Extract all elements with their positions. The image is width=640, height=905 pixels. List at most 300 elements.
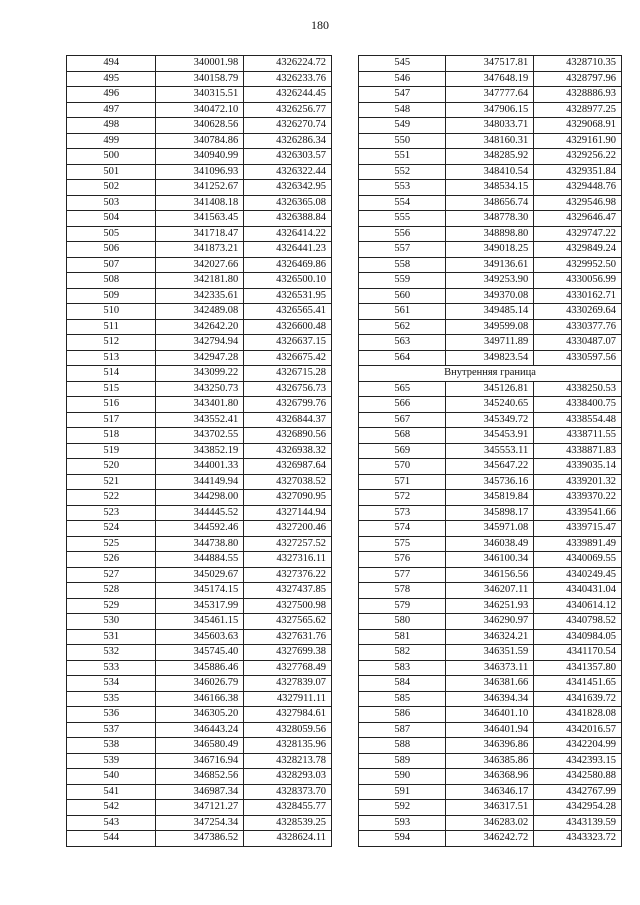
page-number: 180 bbox=[311, 18, 329, 32]
point-number: 589 bbox=[359, 753, 446, 769]
y-coordinate: 4338554.48 bbox=[534, 412, 622, 428]
x-coordinate: 341408.18 bbox=[156, 195, 244, 211]
table-row bbox=[359, 598, 622, 614]
point-number: 514 bbox=[67, 366, 156, 382]
point-number: 533 bbox=[67, 660, 156, 676]
point-number: 531 bbox=[67, 629, 156, 645]
y-coordinate: 4326938.32 bbox=[244, 443, 332, 459]
table-row bbox=[359, 707, 622, 723]
y-coordinate: 4328624.11 bbox=[244, 831, 332, 847]
point-number: 500 bbox=[67, 149, 156, 165]
table-row bbox=[359, 304, 622, 320]
table-row bbox=[67, 257, 332, 273]
y-coordinate: 4326286.34 bbox=[244, 133, 332, 149]
x-coordinate: 345647.22 bbox=[446, 459, 534, 475]
point-number: 535 bbox=[67, 691, 156, 707]
x-coordinate: 346251.93 bbox=[446, 598, 534, 614]
table-row bbox=[67, 273, 332, 289]
table-row bbox=[67, 443, 332, 459]
x-coordinate: 345240.65 bbox=[446, 397, 534, 413]
x-coordinate: 347121.27 bbox=[156, 800, 244, 816]
y-coordinate: 4340614.12 bbox=[534, 598, 622, 614]
x-coordinate: 341563.45 bbox=[156, 211, 244, 227]
table-row bbox=[359, 769, 622, 785]
point-number: 592 bbox=[359, 800, 446, 816]
x-coordinate: 342335.61 bbox=[156, 288, 244, 304]
y-coordinate: 4328539.25 bbox=[244, 815, 332, 831]
y-coordinate: 4326256.77 bbox=[244, 102, 332, 118]
x-coordinate: 349370.08 bbox=[446, 288, 534, 304]
y-coordinate: 4329952.50 bbox=[534, 257, 622, 273]
y-coordinate: 4326756.73 bbox=[244, 381, 332, 397]
point-number: 505 bbox=[67, 226, 156, 242]
table-row bbox=[359, 335, 622, 351]
y-coordinate: 4326637.15 bbox=[244, 335, 332, 351]
y-coordinate: 4329448.76 bbox=[534, 180, 622, 196]
table-row bbox=[67, 412, 332, 428]
x-coordinate: 348534.15 bbox=[446, 180, 534, 196]
x-coordinate: 344738.80 bbox=[156, 536, 244, 552]
table-row bbox=[359, 350, 622, 366]
point-number: 542 bbox=[67, 800, 156, 816]
y-coordinate: 4340431.04 bbox=[534, 583, 622, 599]
table-row bbox=[67, 614, 332, 630]
y-coordinate: 4326600.48 bbox=[244, 319, 332, 335]
y-coordinate: 4326224.72 bbox=[244, 56, 332, 72]
x-coordinate: 347254.34 bbox=[156, 815, 244, 831]
table-row bbox=[359, 102, 622, 118]
point-number: 508 bbox=[67, 273, 156, 289]
point-number: 578 bbox=[359, 583, 446, 599]
section-row bbox=[359, 366, 622, 382]
table-row bbox=[359, 676, 622, 692]
point-number: 506 bbox=[67, 242, 156, 258]
y-coordinate: 4339035.14 bbox=[534, 459, 622, 475]
x-coordinate: 349018.25 bbox=[446, 242, 534, 258]
point-number: 527 bbox=[67, 567, 156, 583]
x-coordinate: 344884.55 bbox=[156, 552, 244, 568]
point-number: 526 bbox=[67, 552, 156, 568]
y-coordinate: 4326715.28 bbox=[244, 366, 332, 382]
table-row bbox=[67, 304, 332, 320]
x-coordinate: 346987.34 bbox=[156, 784, 244, 800]
point-number: 532 bbox=[67, 645, 156, 661]
y-coordinate: 4327565.62 bbox=[244, 614, 332, 630]
y-coordinate: 4326469.86 bbox=[244, 257, 332, 273]
point-number: 567 bbox=[359, 412, 446, 428]
y-coordinate: 4327257.52 bbox=[244, 536, 332, 552]
table-row bbox=[359, 257, 622, 273]
point-number: 565 bbox=[359, 381, 446, 397]
table-row bbox=[359, 784, 622, 800]
table-row bbox=[67, 366, 332, 382]
x-coordinate: 346290.97 bbox=[446, 614, 534, 630]
point-number: 515 bbox=[67, 381, 156, 397]
x-coordinate: 346580.49 bbox=[156, 738, 244, 754]
point-number: 538 bbox=[67, 738, 156, 754]
table-row bbox=[359, 288, 622, 304]
x-coordinate: 344445.52 bbox=[156, 505, 244, 521]
x-coordinate: 345736.16 bbox=[446, 474, 534, 490]
x-coordinate: 348160.31 bbox=[446, 133, 534, 149]
point-number: 550 bbox=[359, 133, 446, 149]
x-coordinate: 345174.15 bbox=[156, 583, 244, 599]
x-coordinate: 346324.21 bbox=[446, 629, 534, 645]
point-number: 496 bbox=[67, 87, 156, 103]
table-row bbox=[67, 707, 332, 723]
y-coordinate: 4330377.76 bbox=[534, 319, 622, 335]
point-number: 594 bbox=[359, 831, 446, 847]
point-number: 593 bbox=[359, 815, 446, 831]
y-coordinate: 4339891.49 bbox=[534, 536, 622, 552]
table-row bbox=[67, 645, 332, 661]
point-number: 510 bbox=[67, 304, 156, 320]
point-number: 553 bbox=[359, 180, 446, 196]
y-coordinate: 4340069.55 bbox=[534, 552, 622, 568]
point-number: 525 bbox=[67, 536, 156, 552]
x-coordinate: 344298.00 bbox=[156, 490, 244, 506]
y-coordinate: 4328977.25 bbox=[534, 102, 622, 118]
point-number: 521 bbox=[67, 474, 156, 490]
table-row bbox=[67, 474, 332, 490]
x-coordinate: 348656.74 bbox=[446, 195, 534, 211]
point-number: 518 bbox=[67, 428, 156, 444]
table-row bbox=[67, 505, 332, 521]
point-number: 509 bbox=[67, 288, 156, 304]
table-row bbox=[359, 195, 622, 211]
x-coordinate: 345126.81 bbox=[446, 381, 534, 397]
y-coordinate: 4342767.99 bbox=[534, 784, 622, 800]
point-number: 504 bbox=[67, 211, 156, 227]
table-row bbox=[359, 133, 622, 149]
point-number: 539 bbox=[67, 753, 156, 769]
y-coordinate: 4330162.71 bbox=[534, 288, 622, 304]
table-row bbox=[67, 629, 332, 645]
y-coordinate: 4341828.08 bbox=[534, 707, 622, 723]
table-row bbox=[67, 769, 332, 785]
table-row bbox=[67, 226, 332, 242]
point-number: 590 bbox=[359, 769, 446, 785]
x-coordinate: 343552.41 bbox=[156, 412, 244, 428]
y-coordinate: 4341357.80 bbox=[534, 660, 622, 676]
x-coordinate: 347386.52 bbox=[156, 831, 244, 847]
point-number: 503 bbox=[67, 195, 156, 211]
table-row bbox=[67, 102, 332, 118]
point-number: 577 bbox=[359, 567, 446, 583]
y-coordinate: 4326675.42 bbox=[244, 350, 332, 366]
x-coordinate: 342489.08 bbox=[156, 304, 244, 320]
point-number: 499 bbox=[67, 133, 156, 149]
y-coordinate: 4327316.11 bbox=[244, 552, 332, 568]
point-number: 544 bbox=[67, 831, 156, 847]
y-coordinate: 4327768.49 bbox=[244, 660, 332, 676]
x-coordinate: 341873.21 bbox=[156, 242, 244, 258]
x-coordinate: 346156.56 bbox=[446, 567, 534, 583]
x-coordinate: 349599.08 bbox=[446, 319, 534, 335]
point-number: 523 bbox=[67, 505, 156, 521]
point-number: 572 bbox=[359, 490, 446, 506]
table-row bbox=[67, 583, 332, 599]
table-row bbox=[67, 660, 332, 676]
table-row bbox=[359, 722, 622, 738]
y-coordinate: 4326365.08 bbox=[244, 195, 332, 211]
y-coordinate: 4342204.99 bbox=[534, 738, 622, 754]
y-coordinate: 4326890.56 bbox=[244, 428, 332, 444]
y-coordinate: 4327200.46 bbox=[244, 521, 332, 537]
point-number: 511 bbox=[67, 319, 156, 335]
point-number: 563 bbox=[359, 335, 446, 351]
x-coordinate: 346207.11 bbox=[446, 583, 534, 599]
y-coordinate: 4326414.22 bbox=[244, 226, 332, 242]
point-number: 552 bbox=[359, 164, 446, 180]
y-coordinate: 4338400.75 bbox=[534, 397, 622, 413]
y-coordinate: 4329256.22 bbox=[534, 149, 622, 165]
table-row bbox=[67, 831, 332, 847]
y-coordinate: 4339201.32 bbox=[534, 474, 622, 490]
x-coordinate: 346038.49 bbox=[446, 536, 534, 552]
y-coordinate: 4328886.93 bbox=[534, 87, 622, 103]
x-coordinate: 342794.94 bbox=[156, 335, 244, 351]
x-coordinate: 347648.19 bbox=[446, 71, 534, 87]
y-coordinate: 4330056.99 bbox=[534, 273, 622, 289]
y-coordinate: 4338871.83 bbox=[534, 443, 622, 459]
table-row bbox=[359, 536, 622, 552]
x-coordinate: 342642.20 bbox=[156, 319, 244, 335]
y-coordinate: 4329747.22 bbox=[534, 226, 622, 242]
point-number: 561 bbox=[359, 304, 446, 320]
point-number: 588 bbox=[359, 738, 446, 754]
point-number: 522 bbox=[67, 490, 156, 506]
table-row bbox=[359, 381, 622, 397]
y-coordinate: 4328293.03 bbox=[244, 769, 332, 785]
x-coordinate: 349711.89 bbox=[446, 335, 534, 351]
point-number: 536 bbox=[67, 707, 156, 723]
y-coordinate: 4328710.35 bbox=[534, 56, 622, 72]
y-coordinate: 4328059.56 bbox=[244, 722, 332, 738]
table-row bbox=[67, 397, 332, 413]
table-row bbox=[359, 815, 622, 831]
table-row bbox=[359, 273, 622, 289]
x-coordinate: 345745.40 bbox=[156, 645, 244, 661]
x-coordinate: 345603.63 bbox=[156, 629, 244, 645]
table-row bbox=[67, 738, 332, 754]
y-coordinate: 4330597.56 bbox=[534, 350, 622, 366]
table-row bbox=[67, 691, 332, 707]
table-row bbox=[67, 164, 332, 180]
x-coordinate: 349253.90 bbox=[446, 273, 534, 289]
y-coordinate: 4326441.23 bbox=[244, 242, 332, 258]
x-coordinate: 343250.73 bbox=[156, 381, 244, 397]
point-number: 582 bbox=[359, 645, 446, 661]
point-number: 497 bbox=[67, 102, 156, 118]
y-coordinate: 4326270.74 bbox=[244, 118, 332, 134]
y-coordinate: 4326388.84 bbox=[244, 211, 332, 227]
y-coordinate: 4341451.65 bbox=[534, 676, 622, 692]
x-coordinate: 345886.46 bbox=[156, 660, 244, 676]
table-row bbox=[359, 660, 622, 676]
table-row bbox=[359, 87, 622, 103]
point-number: 519 bbox=[67, 443, 156, 459]
point-number: 549 bbox=[359, 118, 446, 134]
point-number: 559 bbox=[359, 273, 446, 289]
y-coordinate: 4328135.96 bbox=[244, 738, 332, 754]
table-row bbox=[359, 800, 622, 816]
table-row bbox=[67, 753, 332, 769]
x-coordinate: 346166.38 bbox=[156, 691, 244, 707]
point-number: 543 bbox=[67, 815, 156, 831]
point-number: 494 bbox=[67, 56, 156, 72]
point-number: 560 bbox=[359, 288, 446, 304]
y-coordinate: 4326322.44 bbox=[244, 164, 332, 180]
x-coordinate: 340001.98 bbox=[156, 56, 244, 72]
point-number: 579 bbox=[359, 598, 446, 614]
x-coordinate: 342181.80 bbox=[156, 273, 244, 289]
table-row bbox=[67, 567, 332, 583]
x-coordinate: 345461.15 bbox=[156, 614, 244, 630]
y-coordinate: 4327376.22 bbox=[244, 567, 332, 583]
table-row bbox=[67, 335, 332, 351]
y-coordinate: 4341639.72 bbox=[534, 691, 622, 707]
x-coordinate: 346242.72 bbox=[446, 831, 534, 847]
section-label: Внутренняя граница bbox=[359, 366, 622, 382]
y-coordinate: 4338250.53 bbox=[534, 381, 622, 397]
x-coordinate: 341096.93 bbox=[156, 164, 244, 180]
y-coordinate: 4326303.57 bbox=[244, 149, 332, 165]
coordinates-table-left bbox=[66, 55, 332, 847]
y-coordinate: 4339715.47 bbox=[534, 521, 622, 537]
y-coordinate: 4327699.38 bbox=[244, 645, 332, 661]
x-coordinate: 341718.47 bbox=[156, 226, 244, 242]
point-number: 541 bbox=[67, 784, 156, 800]
y-coordinate: 4329161.90 bbox=[534, 133, 622, 149]
table-row bbox=[359, 412, 622, 428]
table-row bbox=[67, 149, 332, 165]
x-coordinate: 342027.66 bbox=[156, 257, 244, 273]
table-row bbox=[67, 552, 332, 568]
x-coordinate: 345453.91 bbox=[446, 428, 534, 444]
point-number: 528 bbox=[67, 583, 156, 599]
table-row bbox=[359, 552, 622, 568]
table-row bbox=[359, 211, 622, 227]
table-row bbox=[359, 164, 622, 180]
y-coordinate: 4343323.72 bbox=[534, 831, 622, 847]
x-coordinate: 345553.11 bbox=[446, 443, 534, 459]
y-coordinate: 4329068.91 bbox=[534, 118, 622, 134]
table-row bbox=[359, 319, 622, 335]
point-number: 530 bbox=[67, 614, 156, 630]
x-coordinate: 345317.99 bbox=[156, 598, 244, 614]
point-number: 564 bbox=[359, 350, 446, 366]
x-coordinate: 348410.54 bbox=[446, 164, 534, 180]
x-coordinate: 346346.17 bbox=[446, 784, 534, 800]
table-row bbox=[67, 784, 332, 800]
x-coordinate: 346385.86 bbox=[446, 753, 534, 769]
x-coordinate: 346373.11 bbox=[446, 660, 534, 676]
x-coordinate: 346100.34 bbox=[446, 552, 534, 568]
x-coordinate: 346394.34 bbox=[446, 691, 534, 707]
table-row bbox=[359, 645, 622, 661]
y-coordinate: 4343139.59 bbox=[534, 815, 622, 831]
y-coordinate: 4327437.85 bbox=[244, 583, 332, 599]
y-coordinate: 4329546.98 bbox=[534, 195, 622, 211]
point-number: 513 bbox=[67, 350, 156, 366]
point-number: 583 bbox=[359, 660, 446, 676]
table-row bbox=[67, 118, 332, 134]
table-row bbox=[359, 738, 622, 754]
x-coordinate: 348033.71 bbox=[446, 118, 534, 134]
y-coordinate: 4326233.76 bbox=[244, 71, 332, 87]
y-coordinate: 4330487.07 bbox=[534, 335, 622, 351]
y-coordinate: 4340249.45 bbox=[534, 567, 622, 583]
y-coordinate: 4326799.76 bbox=[244, 397, 332, 413]
y-coordinate: 4340798.52 bbox=[534, 614, 622, 630]
table-row bbox=[67, 56, 332, 72]
table-row bbox=[359, 629, 622, 645]
table-row bbox=[359, 428, 622, 444]
x-coordinate: 340315.51 bbox=[156, 87, 244, 103]
y-coordinate: 4327839.07 bbox=[244, 676, 332, 692]
point-number: 557 bbox=[359, 242, 446, 258]
y-coordinate: 4327500.98 bbox=[244, 598, 332, 614]
point-number: 584 bbox=[359, 676, 446, 692]
table-row bbox=[67, 536, 332, 552]
x-coordinate: 345819.84 bbox=[446, 490, 534, 506]
point-number: 556 bbox=[359, 226, 446, 242]
x-coordinate: 346401.10 bbox=[446, 707, 534, 723]
point-number: 587 bbox=[359, 722, 446, 738]
point-number: 575 bbox=[359, 536, 446, 552]
point-number: 570 bbox=[359, 459, 446, 475]
table-row bbox=[67, 180, 332, 196]
point-number: 554 bbox=[359, 195, 446, 211]
x-coordinate: 341252.67 bbox=[156, 180, 244, 196]
table-row bbox=[67, 381, 332, 397]
point-number: 537 bbox=[67, 722, 156, 738]
y-coordinate: 4339370.22 bbox=[534, 490, 622, 506]
point-number: 501 bbox=[67, 164, 156, 180]
point-number: 498 bbox=[67, 118, 156, 134]
table-row bbox=[67, 242, 332, 258]
x-coordinate: 340628.56 bbox=[156, 118, 244, 134]
table-row bbox=[67, 319, 332, 335]
table-row bbox=[67, 288, 332, 304]
point-number: 586 bbox=[359, 707, 446, 723]
point-number: 547 bbox=[359, 87, 446, 103]
x-coordinate: 347906.15 bbox=[446, 102, 534, 118]
table-row bbox=[67, 211, 332, 227]
table-row bbox=[359, 71, 622, 87]
table-row bbox=[67, 490, 332, 506]
table-row bbox=[359, 149, 622, 165]
x-coordinate: 346381.66 bbox=[446, 676, 534, 692]
point-number: 562 bbox=[359, 319, 446, 335]
x-coordinate: 346401.94 bbox=[446, 722, 534, 738]
y-coordinate: 4328797.96 bbox=[534, 71, 622, 87]
table-row bbox=[67, 71, 332, 87]
y-coordinate: 4339541.66 bbox=[534, 505, 622, 521]
x-coordinate: 347517.81 bbox=[446, 56, 534, 72]
x-coordinate: 345898.17 bbox=[446, 505, 534, 521]
table-row bbox=[67, 428, 332, 444]
table-row bbox=[67, 676, 332, 692]
x-coordinate: 346317.51 bbox=[446, 800, 534, 816]
x-coordinate: 347777.64 bbox=[446, 87, 534, 103]
table-row bbox=[67, 521, 332, 537]
table-row bbox=[359, 831, 622, 847]
table-row bbox=[359, 459, 622, 475]
x-coordinate: 343702.55 bbox=[156, 428, 244, 444]
y-coordinate: 4330269.64 bbox=[534, 304, 622, 320]
